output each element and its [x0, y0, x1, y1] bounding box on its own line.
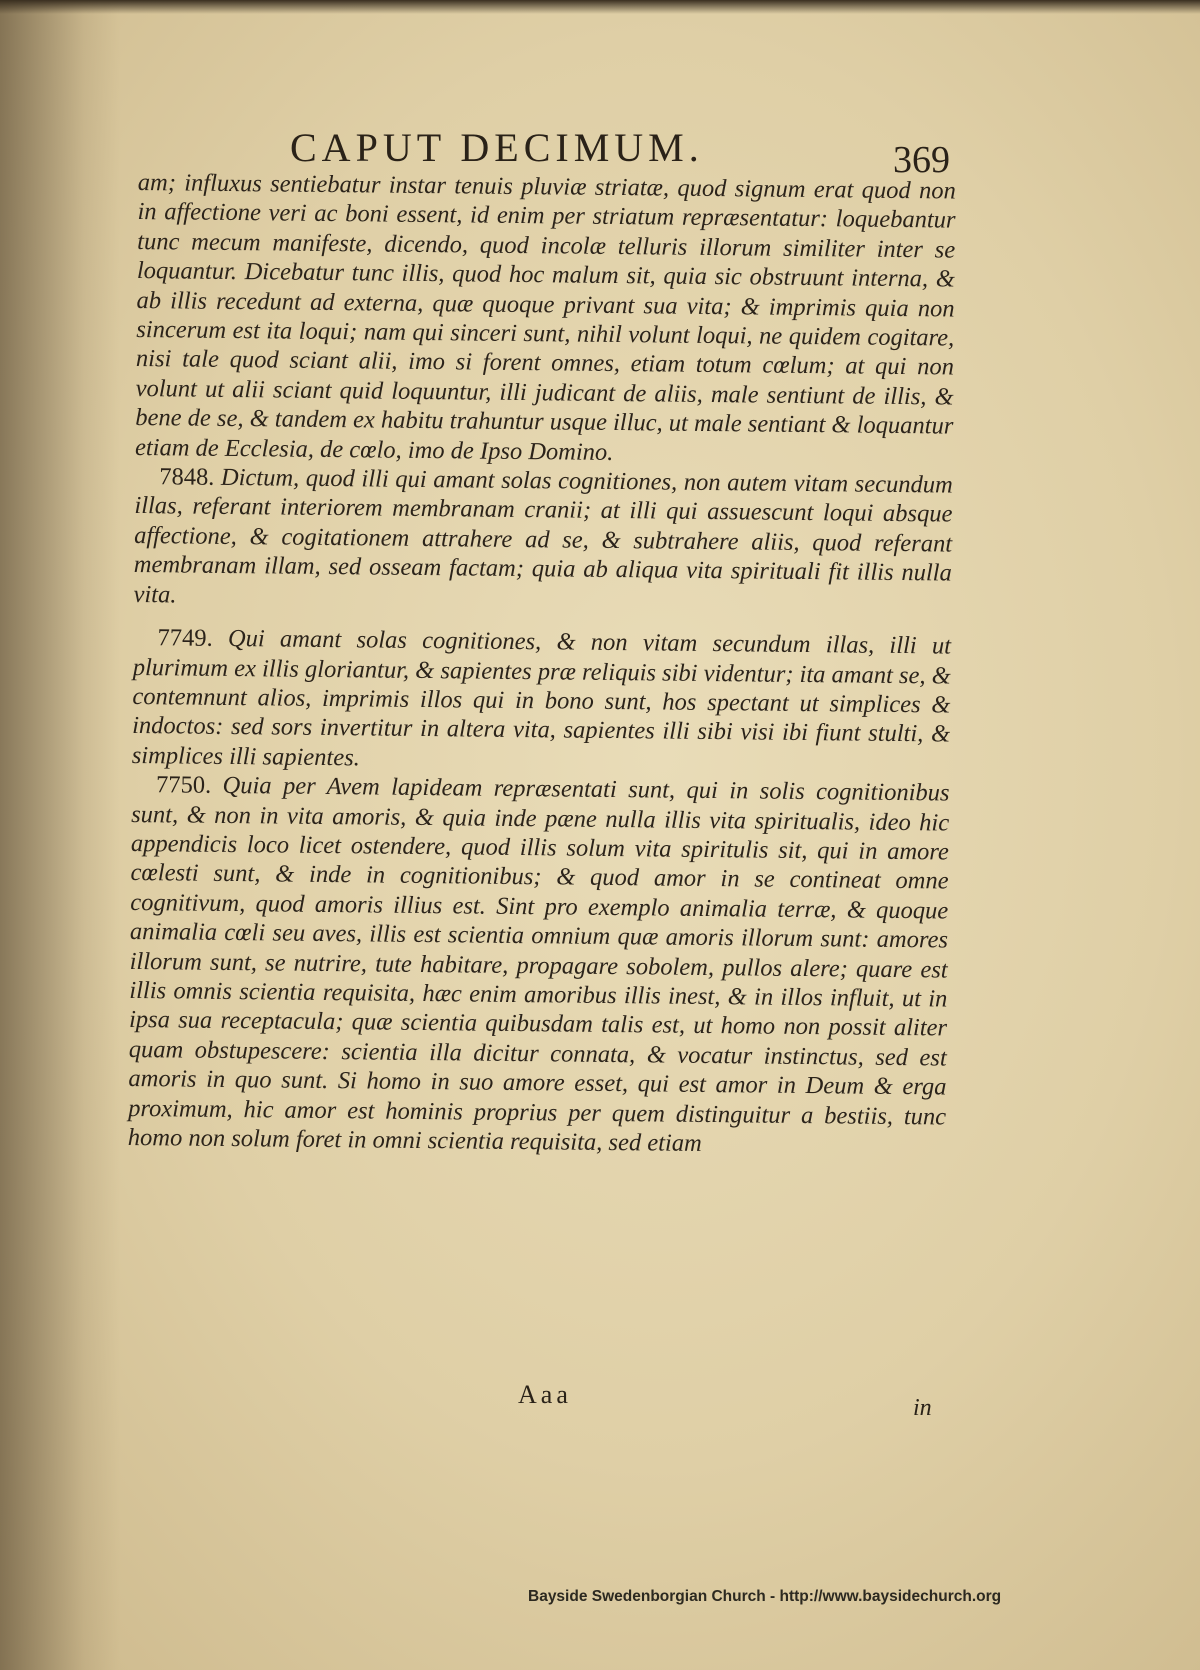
paragraph-text: am; influxus sentiebatur instar tenuis pluviæ striatæ, quod signum erat quod non in affectione veri ac boni essent, id enim per striatum repræsentatur: loquebantur tunc mecum manifeste, dicendo, quod incolæ telluris illorum similiter inter se loquantur. Dicebatur tunc illis, quod hoc malum sit, quia sic obstruunt interna, & ab illis recedunt ad externa, quæ quoque privant sua vita; & imprimis quia non sincerum est ita loqui; nam qui sinceri sunt, nihil volunt loqui, ne quidem cogitare, nisi tale quod sciant alii, imo si forent omnes, etiam totum cœlum; at qui non volunt ut alii sciant quid loquuntur, illi judicant de aliis, male sentiunt de illis, & bene de se, & tandem ex habitu trahuntur usque illuc, ut male sentiant & loquantur etiam de Ecclesia, de cœlo, imo de Ipso Domino.	[134, 168, 956, 466]
paragraph-text: Qui amant solas cognitiones, & non vitam secundum illas, illi ut plurimum ex illis gloriantur, & sapientes præ reliquis sibi videntur; ita amant se, & contemnunt alios, imprimis illos qui in bono sunt, hos spectant ut simplices & indoctos: sed sors invertitur in altera vita, sapientes illi sibi visi ibi fiunt stulti, & simplices illi sapientes.	[131, 625, 952, 772]
body-text	[128, 168, 956, 1161]
paragraph-number: 7848.	[159, 463, 215, 491]
page-number: 369	[893, 139, 950, 181]
paragraph-7749	[132, 623, 951, 779]
catchword: in	[913, 1395, 932, 1421]
paragraph-7750	[128, 770, 950, 1161]
paragraph-7848	[133, 462, 952, 618]
paragraph-number: 7750.	[155, 771, 212, 799]
paragraph-number: 7749.	[157, 624, 213, 652]
paragraph-text: Quia per Avem lapideam repræsentati sunt, qui in solis cognitionibus sunt, & non in vita amoris, & quia inde pæne nulla illis vita spiritualis, ideo hic appendicis loco licet ostendere, quod illis solum vita spiritulis sit, qui in amore cœlesti sunt, & inde in cognitionibus; & quod amor in se contineat omne cognitivum, quod amoris illius est. Sint pro exemplo animalia terræ, & quoque animalia cœli seu aves, illis est scientia omnium quæ amoris illorum sunt: amores illorum sunt, se nutrire, tute habitare, propagare sobolem, pullos alere; quare est illis omnis scientia requisita, hæc enim amoribus illis inest, & in illos influit, ut in ipsa sua receptacula; quæ scientia quibusdam talis est, ut homo non possit aliter quam obstupescere: scientia illa dicitur connata, & vocatur instinctus, sed est amoris in quo sunt. Si homo in suo amore esset, qui est amor in Deum & erga proximum, hic amor est hominis proprius per quem distinguitur a bestiis, tunc homo non solum foret in omni scientia requisita, sed etiam	[127, 772, 950, 1157]
watermark-caption: Bayside Swedenborgian Church - http://www.baysidechurch.org	[528, 1588, 1002, 1605]
paragraph-continued	[135, 168, 956, 471]
binding-shadow	[0, 0, 120, 1670]
paragraph-text: Dictum, quod illi qui amant solas cognitiones, non autem vitam secundum illas, referant interiorem membranam cranii; at illi qui assuescunt loqui absque affectione, & cogitationem attrahere ad se, & subtrahere aliis, quod referant membranam illam, sed osseam factam; quia ab aliqua vita spirituali fit illis nulla vita.	[133, 463, 953, 609]
top-edge-shadow	[0, 0, 1200, 14]
running-head: CAPUT DECIMUM.	[290, 125, 704, 170]
signature-mark: Aaa	[518, 1380, 572, 1409]
